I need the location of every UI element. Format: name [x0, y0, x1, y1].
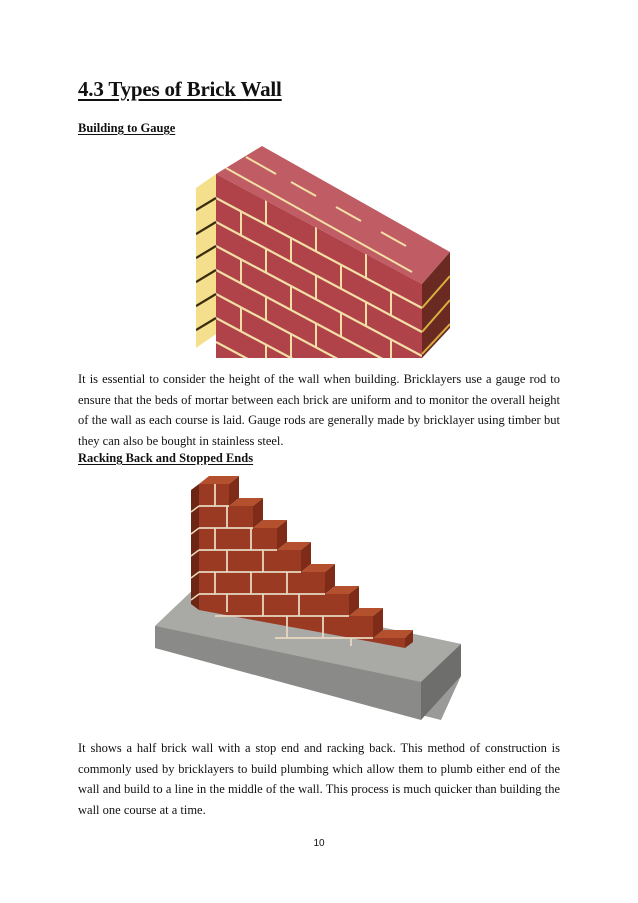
- paragraph-racking-back: It shows a half brick wall with a stop end and racking back. This method of construction is commonly used by bricklayers to build plumbing which allow them to plumb either end of the wall and build to a line in the middle of the wall. This process is much quicker than building the wall one course at a time.: [78, 741, 560, 817]
- brick-wall-gauge-illustration: [196, 144, 450, 358]
- heading-building-to-gauge: Building to Gauge: [78, 121, 176, 135]
- paragraph-building-to-gauge: It is essential to consider the height of the wall when building. Bricklayers use a gauge rod to ensure that the beds of mortar between each brick are uniform and to monitor the overall height of the wall as each course is laid. Gauge rods are generally made by bricklayer using timber but they can also be bought in stainless steel.: [78, 372, 560, 448]
- page-number: 10: [313, 838, 325, 849]
- racking-back-wall-illustration: [155, 476, 461, 720]
- section-title: 4.3 Types of Brick Wall: [78, 77, 282, 101]
- heading-racking-back: Racking Back and Stopped Ends: [78, 451, 254, 465]
